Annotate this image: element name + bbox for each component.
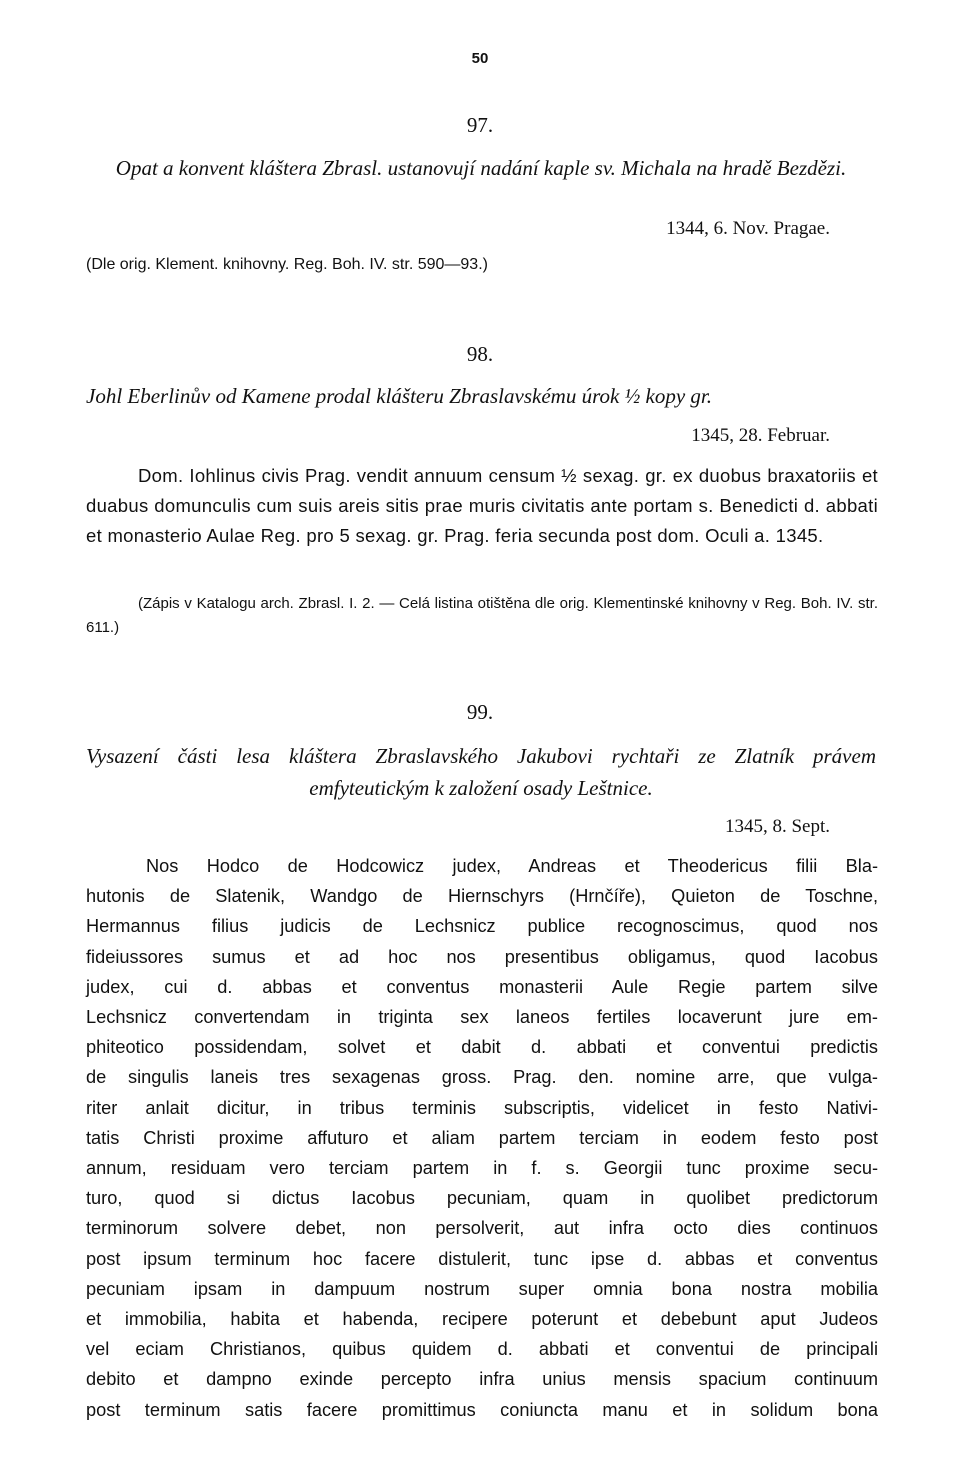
doc98-number: 98.: [466, 342, 494, 366]
text-line: tatis Christi proxime affuturo et aliam partem terciam in eodem festo post: [86, 1127, 878, 1148]
text-line: pecuniam ipsam in dampuum nostrum super omnia bona nostra mobilia: [86, 1278, 878, 1299]
doc98-date: 1345, 28. Februar.: [691, 425, 830, 446]
text-line: vel eciam Christianos, quibus quidem d. abbati et conventui de principali: [86, 1339, 878, 1360]
doc98-title: Johl Eberlinův od Kamene prodal klášteru Zbraslavskému úrok ½ kopy gr.: [86, 384, 713, 408]
text-line: de singulis laneis tres sexagenas gross. Prag. den. nomine arre, que vulga-: [86, 1067, 878, 1088]
text-line: phiteotico possidendam, solvet et dabit d. abbati et conventui predictis: [86, 1037, 878, 1058]
text-line: debito et dampno exinde percepto infra unius mensis spacium continuum: [86, 1369, 878, 1390]
text-line: post ipsum terminum hoc facere distulerit, tunc ipse d. abbas et conventus: [86, 1248, 878, 1269]
doc97-title: Opat a konvent kláštera Zbrasl. ustanovují nadání kaple sv. Michala na hradě Bezdězi.: [115, 156, 847, 180]
doc97-date: 1344, 6. Nov. Pragae.: [666, 218, 830, 239]
text-line: judex, cui d. abbas et conventus monasterii Aule Regie partem silve: [86, 976, 878, 997]
text-line: fideiussores sumus et ad hoc nos presentibus obligamus, quod Iacobus: [86, 946, 878, 967]
text-line: post terminum satis facere promittimus coniuncta manu et in solidum bona: [86, 1399, 878, 1420]
text-line: turo, quod si dictus Iacobus pecuniam, quam in quolibet predictorum: [86, 1188, 878, 1209]
doc98-note: (Zápis v Katalogu arch. Zbrasl. I. 2. — Celá listina otištěna dle orig. Klementinské knihovny v Reg. Boh. IV. str. 611.): [86, 595, 878, 636]
doc97-number: 97.: [466, 113, 494, 137]
text-line: et immobilia, habita et habenda, recipere poterunt et debebunt aput Judeos: [86, 1309, 878, 1330]
doc99-title: Vysazení části lesa kláštera Zbraslavského Jakubovi rychtaři ze Zlatník právem emfyteutickým k založení osady Leštnice.: [86, 744, 876, 800]
doc97-source: (Dle orig. Klement. knihovny. Reg. Boh. IV. str. 590—93.): [86, 256, 488, 273]
text-line: Nos Hodco de Hodcowicz judex, Andreas et Theodericus filii Bla-: [146, 856, 878, 876]
doc99-number: 99.: [466, 700, 494, 724]
text-line: Hermannus filius judicis de Lechsnicz publice recognoscimus, quod nos: [86, 916, 878, 937]
text-line: annum, residuam vero terciam partem in f. s. Georgii tunc proxime secu-: [86, 1158, 878, 1179]
doc99-date: 1345, 8. Sept.: [724, 816, 830, 837]
doc98-text: Dom. Iohlinus civis Prag. vendit annuum censum ½ sexag. gr. ex duobus braxatoriis et duabus domunculis cum suis areis sitis prae muris civitatis ante portam s. Benedicti d. abbati et monasterio Aulae Reg. pro 5 sexag. gr. Prag. feria secunda post dom. Oculi a. 1345.: [86, 465, 878, 546]
page-number: 50: [471, 50, 489, 67]
doc99-text: [86, 851, 878, 1425]
text-line: riter anlait dicitur, in tribus terminis subscriptis, videlicet in festo Nativi-: [86, 1097, 878, 1118]
text-line: terminorum solvere debet, non persolverit, aut infra octo dies continuos: [86, 1218, 878, 1239]
text-line: Lechsnicz convertendam in triginta sex laneos fertiles locaverunt jure em-: [86, 1007, 878, 1028]
text-line: hutonis de Slatenik, Wandgo de Hiernschyrs (Hrnčíře), Quieton de Toschne,: [86, 886, 878, 907]
